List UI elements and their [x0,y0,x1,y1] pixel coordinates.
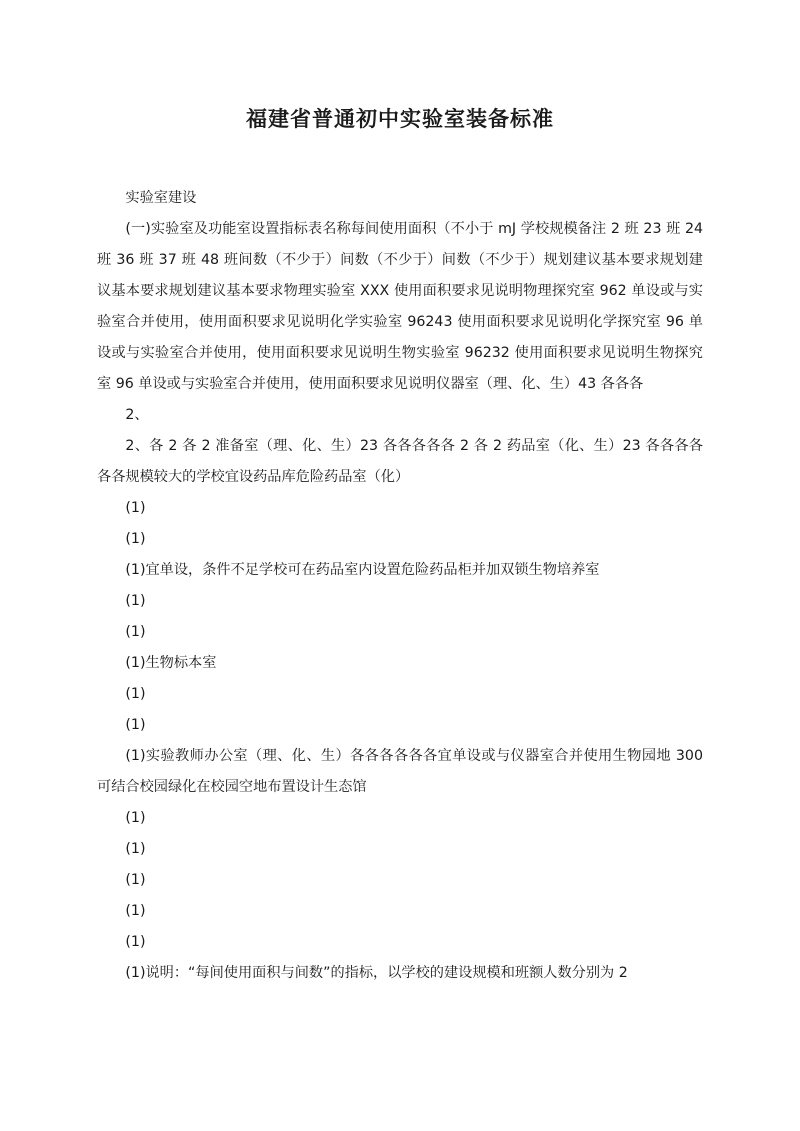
paragraph-explanation-note: (1)说明：“每间使用面积与间数”的指标，以学校的建设规模和班额人数分别为 2 [125,965,628,981]
paragraph-prep-room: 2、各 2 各 2 准备室（理、化、生）23 各各各各各 2 各 2 药品室（化、生）23 各各各各各各规模较大的学校宜设药品库危险药品室（化） [97,438,703,485]
paragraph-specimen-room: (1)生物标本室 [125,655,217,671]
paragraph-section-heading: 实验室建设 [125,190,197,206]
paragraph-item-marker: (1) [125,903,146,919]
paragraph-item-marker: (1) [125,686,146,702]
paragraph-item-marker: (1) [125,934,146,950]
paragraph-item-marker: (1) [125,717,146,733]
document-body [97,183,703,989]
paragraph-facility-table-text: (一)实验室及功能室设置指标表名称每间使用面积（不小于 mJ 学校规模备注 2 班 23 班 24 班 36 班 37 班 48 班间数（不少于）间数（不少于）间数（不少于）规划建议基本要求规划建议基本要求规划建议基本要求物理实验室 XXX 使用面积要求见说明物理探究室 962 单设或与实验室合并使用，使用面积要求见说明化学实验室 96243 使用面积要求见说明化学探究室 96 单设或与实验室合并使用，使用面积要求见说明生物实验室 96232 使用面积要求见说明生物探究室 96 单设或与实验室合并使用，使用面积要求见说明仪器室（理、化、生）43 各各各 [97,221,703,392]
paragraph-item-marker: (1) [125,810,146,826]
paragraph-item-marker: (1) [125,624,146,640]
paragraph-item-number: 2、 [125,407,149,423]
paragraph-item-marker: (1) [125,872,146,888]
paragraph-teacher-office: (1)实验教师办公室（理、化、生）各各各各各各宜单设或与仪器室合并使用生物园地 300 可结合校园绿化在校园空地布置设计生态馆 [97,748,703,795]
paragraph-item-marker: (1) [125,841,146,857]
paragraph-item-marker: (1) [125,500,146,516]
document-title: 福建省普通初中实验室装备标准 [246,107,554,131]
paragraph-item-marker: (1) [125,593,146,609]
paragraph-item-marker: (1) [125,531,146,547]
paragraph-culture-room: (1)宜单设，条件不足学校可在药品室内设置危险药品柜并加双锁生物培养室 [125,562,600,578]
